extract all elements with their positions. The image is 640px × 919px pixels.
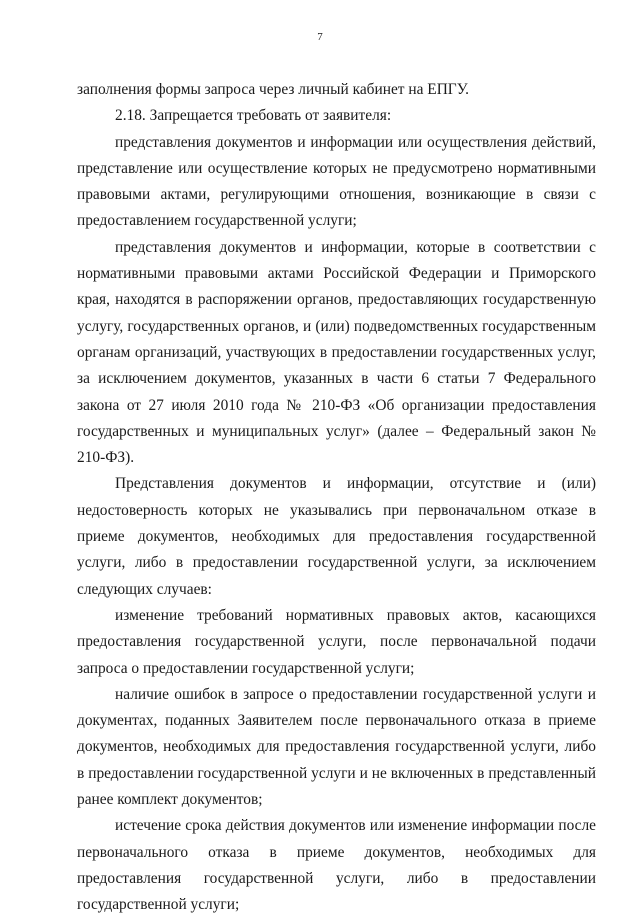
paragraph: Представления документов и информации, отсутствие и (или) недостоверность которых не указывались при первоначальном отказе в приеме документов, необходимых для предоставления государственной услуги, либо в предоставлении государственной услуги, за исключением следующих случаев: [77, 475, 596, 598]
paragraph: изменение требований нормативных правовых актов, касающихся предоставления государственной услуги, после первоначальной подачи запроса о предоставлении государственной услуги; [77, 606, 596, 677]
paragraph: 2.18. Запрещается требовать от заявителя: [115, 107, 392, 125]
paragraph: наличие ошибок в запросе о предоставлении государственной услуги и документах, поданных Заявителем после первоначального отказа в приеме документов, необходимых для предоставления государственной услуги, либо в предоставлении государственной услуги и не включенных в представленный ранее комплект документов; [77, 685, 596, 809]
paragraph: заполнения формы запроса через личный кабинет на ЕПГУ. [77, 81, 469, 98]
page-number: 7 [317, 31, 323, 43]
paragraph: представления документов и информации, которые в соответствии с нормативными правовыми актами Российской Федерации и Приморского края, находятся в распоряжении органов, предоставляющих государственную услугу, государственных органов, и (или) подведомственных государственным органам организаций, участвующих в предоставлении государственных услуг, за исключением документов, указанных в части 6 статьи 7 Федерального закона от 27 июля 2010 года № 210-ФЗ «Об организации предоставления государственных и муниципальных услуг» (далее – Федеральный закон № 210-ФЗ). [77, 238, 596, 467]
paragraph: истечение срока действия документов или изменение информации после первоначального отказа в приеме документов, необходимых для предоставления государственной услуги, либо в предоставлении государственной услуги; [77, 817, 596, 914]
paragraph: представления документов и информации или осуществления действий, представление или осуществление которых не предусмотрено нормативными правовыми актами, регулирующими отношения, возникающие в связи с предоставлением государственной услуги; [77, 133, 596, 230]
document-body [77, 77, 596, 919]
